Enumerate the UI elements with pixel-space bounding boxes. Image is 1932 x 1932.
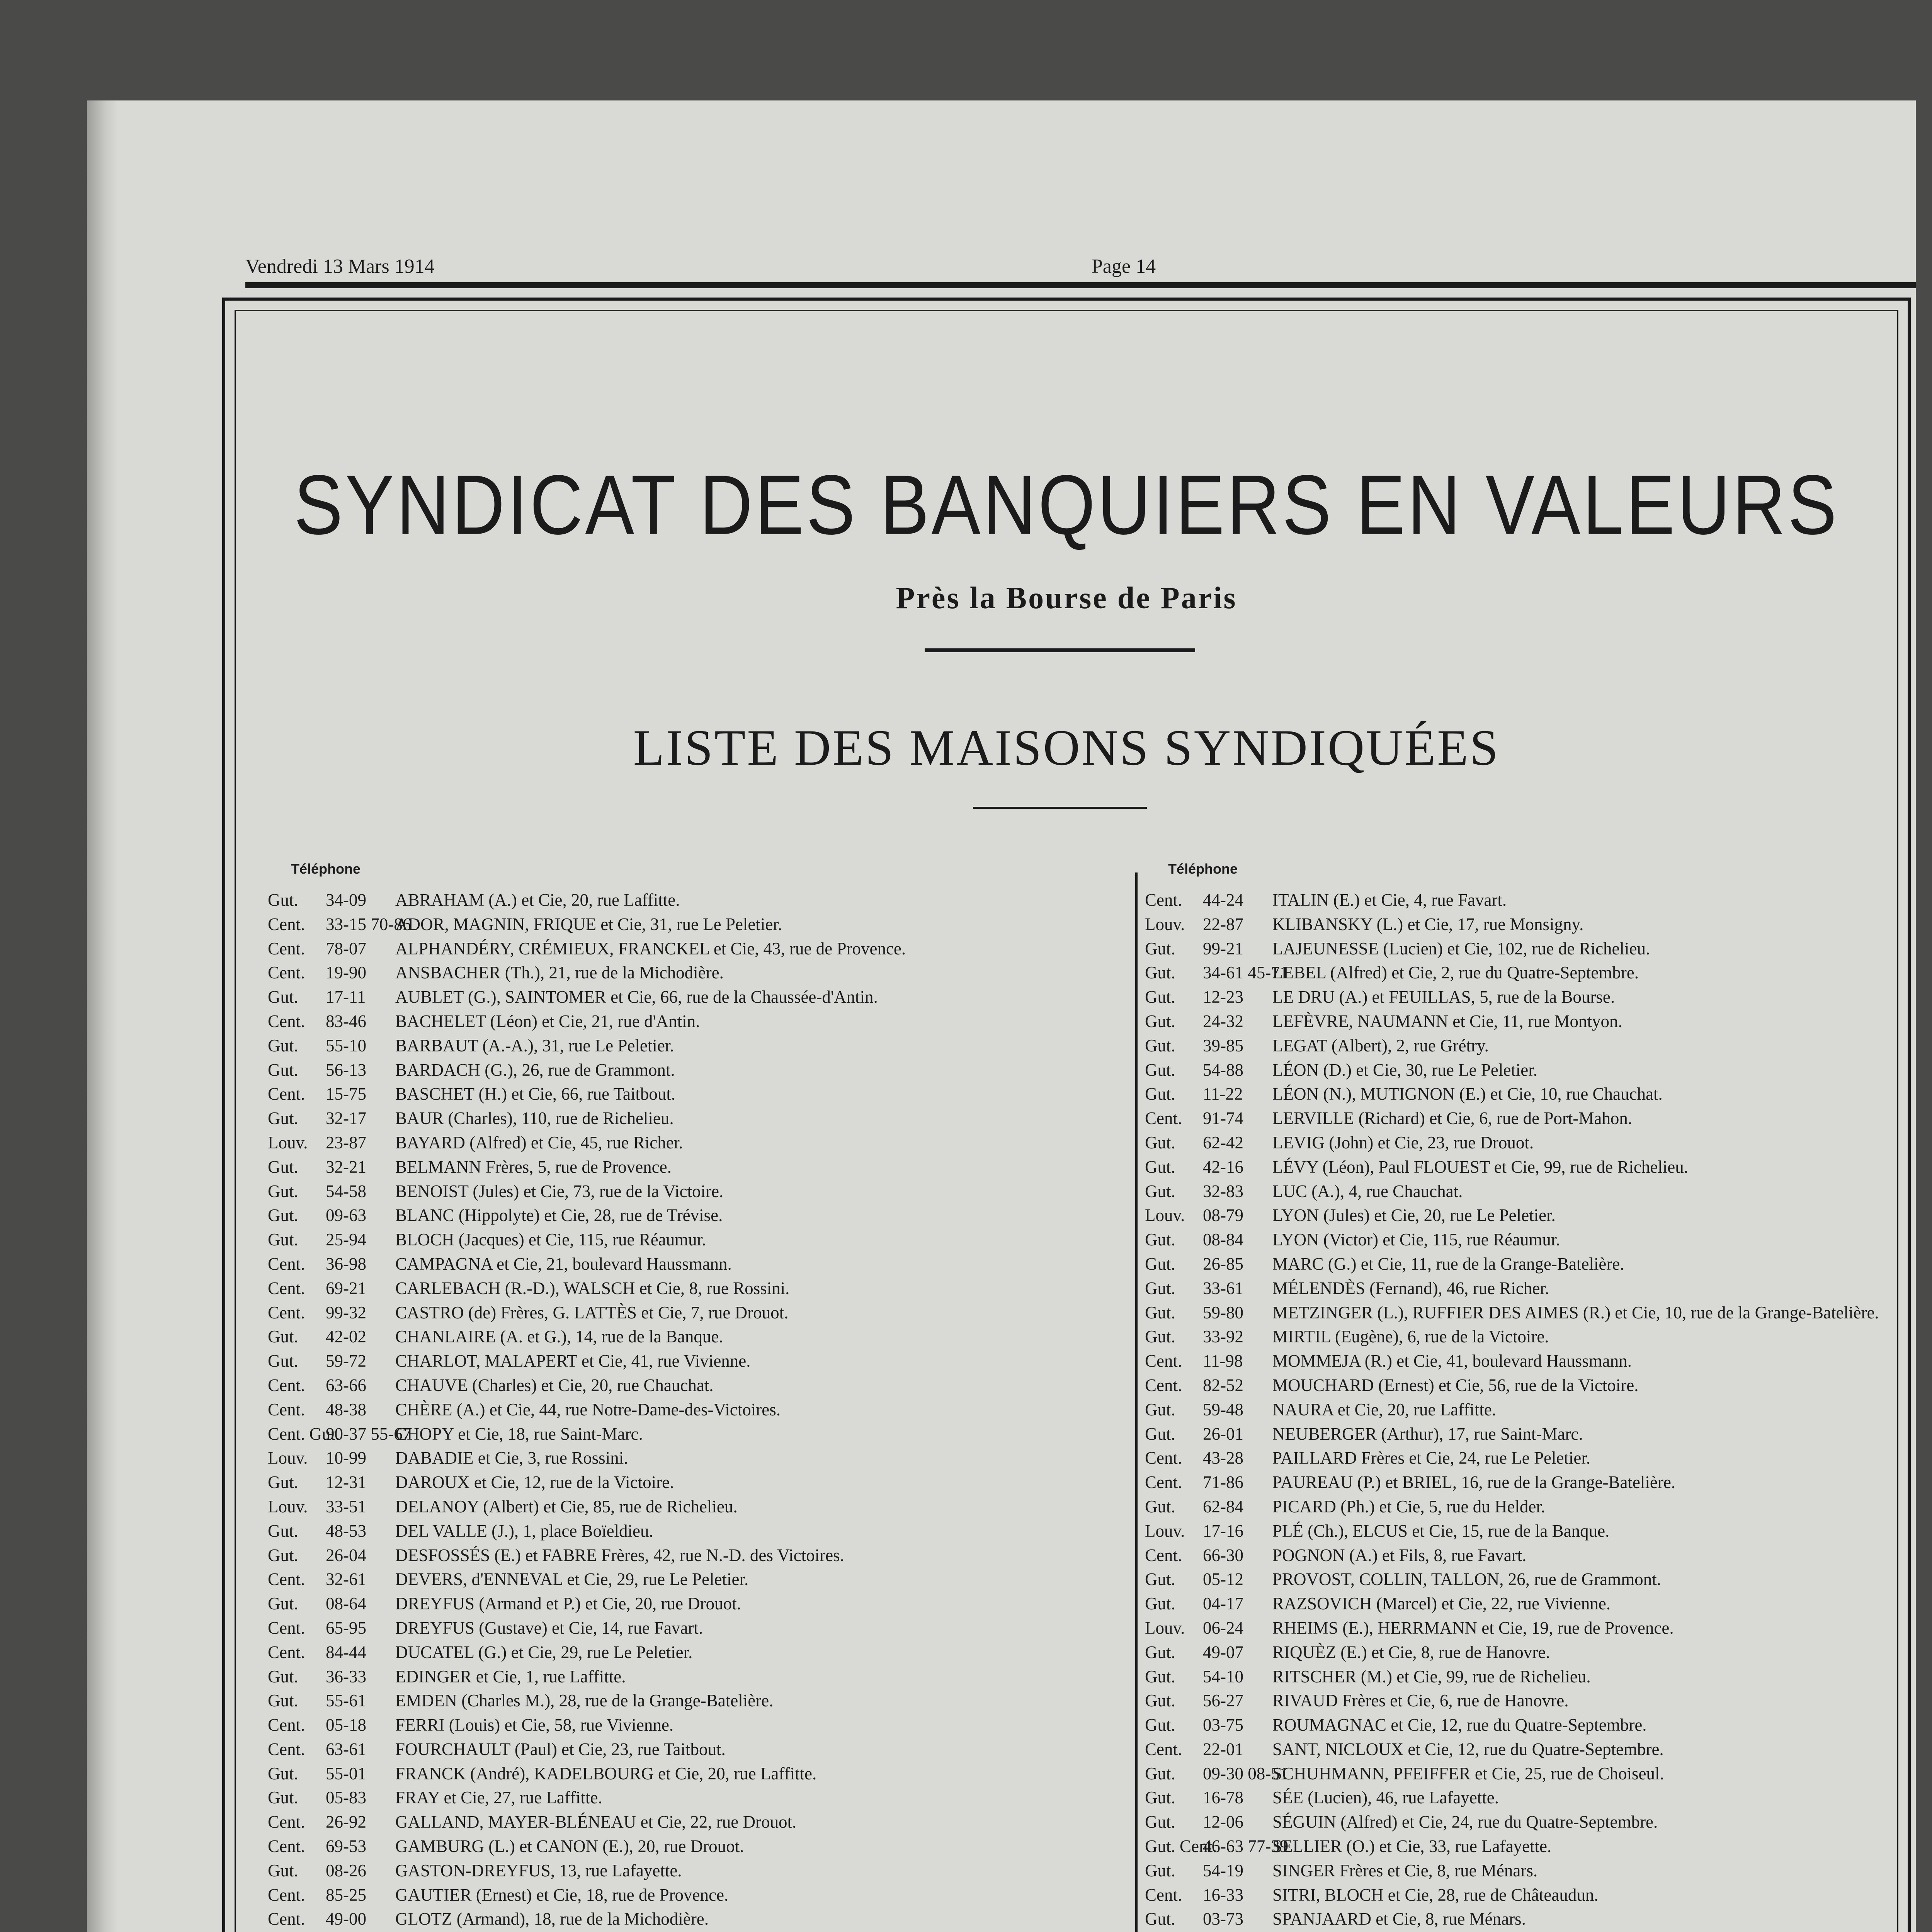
exchange-code: Cent. [1145, 1739, 1182, 1759]
phone-number: 23-87 [326, 1133, 366, 1152]
member-name-address: DEVERS, d'ENNEVAL et Cie, 29, rue Le Peletier. [395, 1570, 749, 1589]
exchange-code: Gut. [1145, 1181, 1175, 1201]
phone-number: 99-21 [1203, 939, 1243, 958]
member-name-address: LAJEUNESSE (Lucien) et Cie, 102, rue de Richelieu. [1272, 939, 1650, 958]
telephone-header-right: Téléphone [1168, 861, 1238, 877]
phone-number: 12-06 [1203, 1812, 1243, 1832]
member-name-address: MÉLENDÈS (Fernand), 46, rue Richer. [1272, 1278, 1549, 1298]
member-list-title: LISTE DES MAISONS SYNDIQUÉES [633, 719, 1500, 776]
phone-number: 03-75 [1203, 1715, 1243, 1735]
phone-number: 48-38 [326, 1400, 366, 1419]
member-name-address: DESFOSSÉS (E.) et FABRE Frères, 42, rue N.-D. des Victoires. [395, 1545, 844, 1565]
member-name-address: BELMANN Frères, 5, rue de Provence. [395, 1157, 672, 1177]
member-name-address: SANT, NICLOUX et Cie, 12, rue du Quatre-Septembre. [1272, 1739, 1664, 1759]
phone-number: 24-32 [1203, 1011, 1243, 1031]
member-name-address: RIQUÈZ (E.) et Cie, 8, rue de Hanovre. [1272, 1642, 1550, 1662]
phone-number: 12-23 [1203, 987, 1243, 1007]
member-name-address: GLOTZ (Armand), 18, rue de la Michodière. [395, 1909, 709, 1929]
phone-number: 04-17 [1203, 1594, 1243, 1614]
member-name-address: GALLAND, MAYER-BLÉNEAU et Cie, 22, rue Drouot. [395, 1812, 797, 1832]
member-name-address: METZINGER (L.), RUFFIER DES AIMES (R.) et Cie, 10, rue de la Grange-Batelière. [1272, 1303, 1879, 1322]
phone-number: 54-58 [326, 1181, 366, 1201]
phone-number: 08-26 [326, 1861, 366, 1880]
member-name-address: ABRAHAM (A.) et Cie, 20, rue Laffitte. [395, 890, 680, 910]
member-name-address: BAYARD (Alfred) et Cie, 45, rue Richer. [395, 1133, 683, 1152]
exchange-code: Gut. [1145, 1667, 1175, 1686]
phone-number: 42-16 [1203, 1157, 1243, 1177]
phone-number: 65-95 [326, 1618, 366, 1638]
exchange-code: Gut. [268, 1861, 298, 1880]
exchange-code: Gut. [268, 890, 298, 910]
member-name-address: ITALIN (E.) et Cie, 4, rue Favart. [1272, 890, 1507, 910]
member-name-address: ROUMAGNAC et Cie, 12, rue du Quatre-Septembre. [1272, 1715, 1647, 1735]
member-name-address: BACHELET (Léon) et Cie, 21, rue d'Antin. [395, 1011, 700, 1031]
exchange-code: Gut. [1145, 1254, 1175, 1274]
exchange-code: Gut. [1145, 1036, 1175, 1055]
member-name-address: DABADIE et Cie, 3, rue Rossini. [395, 1448, 628, 1468]
phone-number: 63-66 [326, 1375, 366, 1395]
exchange-code: Gut. [1145, 1691, 1175, 1711]
phone-number: 26-85 [1203, 1254, 1243, 1274]
member-name-address: AUBLET (G.), SAINTOMER et Cie, 66, rue de la Chaussée-d'Antin. [395, 987, 878, 1007]
exchange-code: Gut. [1145, 939, 1175, 958]
phone-number: 49-07 [1203, 1642, 1243, 1662]
exchange-code: Gut. [1145, 1570, 1175, 1589]
member-name-address: EDINGER et Cie, 1, rue Laffitte. [395, 1667, 626, 1686]
phone-number: 39-85 [1203, 1036, 1243, 1055]
exchange-code: Gut. [268, 1521, 298, 1541]
member-name-address: PAILLARD Frères et Cie, 24, rue Le Peletier. [1272, 1448, 1591, 1468]
exchange-code: Gut. [1145, 1230, 1175, 1250]
exchange-code: Gut. [1145, 1909, 1175, 1929]
exchange-code: Louv. [268, 1133, 308, 1152]
exchange-code: Gut. [268, 1206, 298, 1225]
head-rule [245, 282, 1916, 288]
exchange-code: Gut. [1145, 1788, 1175, 1808]
phone-number: 05-83 [326, 1788, 366, 1808]
member-name-address: BLANC (Hippolyte) et Cie, 28, rue de Trévise. [395, 1206, 723, 1225]
exchange-code: Cent. [268, 963, 305, 983]
member-name-address: LERVILLE (Richard) et Cie, 6, rue de Port-Mahon. [1272, 1109, 1633, 1128]
exchange-code: Cent. [268, 1254, 305, 1274]
exchange-code: Gut. [268, 1109, 298, 1128]
phone-number: 16-78 [1203, 1788, 1243, 1808]
member-name-address: NEUBERGER (Arthur), 17, rue Saint-Marc. [1272, 1424, 1583, 1444]
exchange-code: Gut. [1145, 1594, 1175, 1614]
member-name-address: SÉE (Lucien), 46, rue Lafayette. [1272, 1788, 1499, 1808]
member-name-address: CAMPAGNA et Cie, 21, boulevard Haussmann. [395, 1254, 732, 1274]
member-name-address: LEBEL (Alfred) et Cie, 2, rue du Quatre-Septembre. [1272, 963, 1639, 983]
exchange-code: Gut. [268, 1473, 298, 1492]
phone-number: 49-00 [326, 1909, 366, 1929]
phone-number: 17-16 [1203, 1521, 1243, 1541]
exchange-code: Cent. [1145, 1885, 1182, 1905]
member-name-address: LE DRU (A.) et FEUILLAS, 5, rue de la Bourse. [1272, 987, 1615, 1007]
member-name-address: FERRI (Louis) et Cie, 58, rue Vivienne. [395, 1715, 674, 1735]
phone-number: 08-64 [326, 1594, 366, 1614]
exchange-code: Cent. [268, 1837, 305, 1856]
exchange-code: Cent. [268, 1909, 305, 1929]
phone-number: 32-83 [1203, 1181, 1243, 1201]
member-name-address: CHAUVE (Charles) et Cie, 20, rue Chauchat. [395, 1375, 714, 1395]
exchange-code: Gut. [1145, 1133, 1175, 1152]
exchange-code: Cent. [268, 1278, 305, 1298]
member-name-address: BARDACH (G.), 26, rue de Grammont. [395, 1060, 675, 1080]
exchange-code: Gut. [268, 1327, 298, 1347]
exchange-code: Louv. [1145, 1618, 1185, 1638]
exchange-code: Gut. [268, 1060, 298, 1080]
phone-number: 66-30 [1203, 1545, 1243, 1565]
exchange-code: Gut. [1145, 1642, 1175, 1662]
phone-number: 56-27 [1203, 1691, 1243, 1711]
phone-number: 55-01 [326, 1764, 366, 1783]
phone-number: 83-46 [326, 1011, 366, 1031]
exchange-code: Gut. [1145, 1303, 1175, 1322]
phone-number: 91-74 [1203, 1109, 1243, 1128]
member-name-address: PLÉ (Ch.), ELCUS et Cie, 15, rue de la Banque. [1272, 1521, 1610, 1541]
exchange-code: Cent. [268, 1885, 305, 1905]
phone-number: 36-33 [326, 1667, 366, 1686]
phone-number: 59-80 [1203, 1303, 1243, 1322]
exchange-code: Gut. [1145, 1400, 1175, 1419]
member-name-address: KLIBANSKY (L.) et Cie, 17, rue Monsigny. [1272, 914, 1584, 934]
phone-number: 09-63 [326, 1206, 366, 1225]
phone-number: 26-92 [326, 1812, 366, 1832]
exchange-code: Gut. [268, 1545, 298, 1565]
member-name-address: DUCATEL (G.) et Cie, 29, rue Le Peletier. [395, 1642, 693, 1662]
phone-number: 48-53 [326, 1521, 366, 1541]
member-name-address: DAROUX et Cie, 12, rue de la Victoire. [395, 1473, 674, 1492]
member-name-address: LYON (Victor) et Cie, 115, rue Réaumur. [1272, 1230, 1560, 1250]
phone-number: 85-25 [326, 1885, 366, 1905]
phone-number: 90-37 55-67 [326, 1424, 412, 1444]
phone-number: 78-07 [326, 939, 366, 958]
member-name-address: SELLIER (O.) et Cie, 33, rue Lafayette. [1272, 1837, 1552, 1856]
member-name-address: ADOR, MAGNIN, FRIQUE et Cie, 31, rue Le Peletier. [395, 914, 782, 934]
phone-number: 32-61 [326, 1570, 366, 1589]
exchange-code: Cent. [268, 1812, 305, 1832]
phone-number: 22-87 [1203, 914, 1243, 934]
member-name-address: MOMMEJA (R.) et Cie, 41, boulevard Haussmann. [1272, 1351, 1632, 1371]
member-name-address: GASTON-DREYFUS, 13, rue Lafayette. [395, 1861, 682, 1880]
member-name-address: LYON (Jules) et Cie, 20, rue Le Peletier. [1272, 1206, 1556, 1225]
newspaper-page [87, 100, 1916, 1932]
phone-number: 34-61 45-71 [1203, 963, 1289, 983]
member-name-address: CHOPY et Cie, 18, rue Saint-Marc. [395, 1424, 643, 1444]
exchange-code: Cent. [268, 914, 305, 934]
exchange-code: Louv. [1145, 914, 1185, 934]
phone-number: 56-13 [326, 1060, 366, 1080]
member-name-address: BLOCH (Jacques) et Cie, 115, rue Réaumur. [395, 1230, 706, 1250]
phone-number: 82-52 [1203, 1375, 1243, 1395]
exchange-code: Gut. [1145, 963, 1175, 983]
exchange-code: Cent. [268, 1570, 305, 1589]
member-name-address: LÉVY (Léon), Paul FLOUEST et Cie, 99, rue de Richelieu. [1272, 1157, 1689, 1177]
exchange-code: Gut. [1145, 1060, 1175, 1080]
member-name-address: ALPHANDÉRY, CRÉMIEUX, FRANCKEL et Cie, 43, rue de Provence. [395, 939, 906, 958]
member-name-address: MIRTIL (Eugène), 6, rue de la Victoire. [1272, 1327, 1549, 1347]
member-name-address: FRAY et Cie, 27, rue Laffitte. [395, 1788, 602, 1808]
exchange-code: Cent. [1145, 1375, 1182, 1395]
member-name-address: BARBAUT (A.-A.), 31, rue Le Peletier. [395, 1036, 674, 1055]
phone-number: 84-44 [326, 1642, 366, 1662]
member-name-address: PAUREAU (P.) et BRIEL, 16, rue de la Grange-Batelière. [1272, 1473, 1676, 1492]
phone-number: 22-01 [1203, 1739, 1243, 1759]
exchange-code: Gut. [1145, 1861, 1175, 1880]
member-name-address: DREYFUS (Gustave) et Cie, 14, rue Favart. [395, 1618, 703, 1638]
phone-number: 32-21 [326, 1157, 366, 1177]
exchange-code: Cent. [268, 1739, 305, 1759]
running-head [245, 255, 1830, 278]
member-name-address: LÉON (N.), MUTIGNON (E.) et Cie, 10, rue Chauchat. [1272, 1084, 1663, 1104]
phone-number: 11-98 [1203, 1351, 1243, 1371]
member-name-address: FOURCHAULT (Paul) et Cie, 23, rue Taitbout. [395, 1739, 726, 1759]
phone-number: 99-32 [326, 1303, 366, 1322]
phone-number: 15-75 [326, 1084, 366, 1104]
exchange-code: Gut. [268, 1691, 298, 1711]
member-name-address: SINGER Frères et Cie, 8, rue Ménars. [1272, 1861, 1538, 1880]
member-name-address: DELANOY (Albert) et Cie, 85, rue de Richelieu. [395, 1497, 738, 1516]
exchange-code: Gut. [268, 1764, 298, 1783]
phone-number: 54-10 [1203, 1667, 1243, 1686]
member-name-address: CARLEBACH (R.-D.), WALSCH et Cie, 8, rue Rossini. [395, 1278, 790, 1298]
phone-number: 62-84 [1203, 1497, 1243, 1516]
phone-number: 69-53 [326, 1837, 366, 1856]
phone-number: 33-92 [1203, 1327, 1243, 1347]
member-name-address: SCHUHMANN, PFEIFFER et Cie, 25, rue de Choiseul. [1272, 1764, 1664, 1783]
phone-number: 63-61 [326, 1739, 366, 1759]
member-name-address: PROVOST, COLLIN, TALLON, 26, rue de Grammont. [1272, 1570, 1661, 1589]
member-name-address: LUC (A.), 4, rue Chauchat. [1272, 1181, 1463, 1201]
exchange-code: Gut. [1145, 1424, 1175, 1444]
exchange-code: Gut. [1145, 1278, 1175, 1298]
member-name-address: FRANCK (André), KADELBOURG et Cie, 20, rue Laffitte. [395, 1764, 817, 1783]
phone-number: 62-42 [1203, 1133, 1243, 1152]
exchange-code: Gut. Cent. [1145, 1837, 1217, 1856]
member-name-address: BAUR (Charles), 110, rue de Richelieu. [395, 1109, 674, 1128]
phone-number: 43-28 [1203, 1448, 1243, 1468]
phone-number: 33-61 [1203, 1278, 1243, 1298]
phone-number: 59-48 [1203, 1400, 1243, 1419]
exchange-code: Cent. [268, 1618, 305, 1638]
member-name-address: EMDEN (Charles M.), 28, rue de la Grange-Batelière. [395, 1691, 774, 1711]
exchange-code: Gut. [268, 1157, 298, 1177]
member-name-address: BENOIST (Jules) et Cie, 73, rue de la Victoire. [395, 1181, 724, 1201]
exchange-code: Gut. [268, 1181, 298, 1201]
member-name-address: SÉGUIN (Alfred) et Cie, 24, rue du Quatre-Septembre. [1272, 1812, 1658, 1832]
member-name-address: RIVAUD Frères et Cie, 6, rue de Hanovre. [1272, 1691, 1569, 1711]
page-number: Page 14 [1092, 255, 1156, 277]
exchange-code: Gut. [1145, 1764, 1175, 1783]
member-name-address: POGNON (A.) et Fils, 8, rue Favart. [1272, 1545, 1527, 1565]
exchange-code: Cent. [1145, 1351, 1182, 1371]
notice-frame [222, 298, 1911, 1932]
exchange-code: Cent. [268, 1084, 305, 1104]
member-name-address: MOUCHARD (Ernest) et Cie, 56, rue de la Victoire. [1272, 1375, 1639, 1395]
member-name-address: PICARD (Ph.) et Cie, 5, rue du Helder. [1272, 1497, 1546, 1516]
member-name-address: BASCHET (H.) et Cie, 66, rue Taitbout. [395, 1084, 676, 1104]
phone-number: 16-33 [1203, 1885, 1243, 1905]
phone-number: 54-88 [1203, 1060, 1243, 1080]
exchange-code: Cent. [1145, 890, 1182, 910]
member-name-address: DREYFUS (Armand et P.) et Cie, 20, rue Drouot. [395, 1594, 741, 1614]
member-name-address: LÉON (D.) et Cie, 30, rue Le Peletier. [1272, 1060, 1538, 1080]
phone-number: 06-24 [1203, 1618, 1243, 1638]
phone-number: 34-09 [326, 890, 366, 910]
member-name-address: RAZSOVICH (Marcel) et Cie, 22, rue Vivienne. [1272, 1594, 1611, 1614]
phone-number: 26-04 [326, 1545, 366, 1565]
phone-number: 05-18 [326, 1715, 366, 1735]
member-name-address: CHARLOT, MALAPERT et Cie, 41, rue Vivienne. [395, 1351, 751, 1371]
exchange-code: Louv. [268, 1448, 308, 1468]
exchange-code: Gut. [268, 987, 298, 1007]
phone-number: 33-51 [326, 1497, 366, 1516]
exchange-code: Gut. [1145, 1011, 1175, 1031]
phone-number: 26-01 [1203, 1424, 1243, 1444]
member-name-address: LEVIG (John) et Cie, 23, rue Drouot. [1272, 1133, 1534, 1152]
syndicate-title: SYNDICAT DES BANQUIERS EN VALEURS [294, 458, 1839, 552]
phone-number: 44-24 [1203, 890, 1243, 910]
exchange-code: Gut. [268, 1230, 298, 1250]
exchange-code: Gut. [268, 1351, 298, 1371]
phone-number: 55-10 [326, 1036, 366, 1055]
phone-number: 19-90 [326, 963, 366, 983]
exchange-code: Cent. [1145, 1473, 1182, 1492]
issue-date: Vendredi 13 Mars 1914 [245, 255, 435, 277]
member-name-address: ANSBACHER (Th.), 21, rue de la Michodière. [395, 963, 724, 983]
phone-number: 17-11 [326, 987, 366, 1007]
phone-number: 32-17 [326, 1109, 366, 1128]
telephone-header-left: Téléphone [291, 861, 361, 877]
member-name-address: RITSCHER (M.) et Cie, 99, rue de Richelieu. [1272, 1667, 1591, 1686]
exchange-code: Cent. [1145, 1545, 1182, 1565]
member-name-address: GAUTIER (Ernest) et Cie, 18, rue de Provence. [395, 1885, 729, 1905]
phone-number: 08-79 [1203, 1206, 1243, 1225]
phone-number: 55-61 [326, 1691, 366, 1711]
exchange-code: Cent. [268, 1642, 305, 1662]
exchange-code: Gut. [1145, 1157, 1175, 1177]
exchange-code: Louv. [1145, 1206, 1185, 1225]
member-name-address: NAURA et Cie, 20, rue Laffitte. [1272, 1400, 1497, 1419]
member-name-address: LEFÈVRE, NAUMANN et Cie, 11, rue Montyon. [1272, 1011, 1622, 1031]
phone-number: 03-73 [1203, 1909, 1243, 1929]
member-name-address: SPANJAARD et Cie, 8, rue Ménars. [1272, 1909, 1526, 1929]
phone-number: 71-86 [1203, 1473, 1243, 1492]
title-rule [925, 648, 1195, 652]
member-name-address: SITRI, BLOCH et Cie, 28, rue de Châteaudun. [1272, 1885, 1599, 1905]
member-name-address: MARC (G.) et Cie, 11, rue de la Grange-Batelière. [1272, 1254, 1624, 1274]
member-name-address: CHANLAIRE (A. et G.), 14, rue de la Banque. [395, 1327, 723, 1347]
exchange-code: Cent. [1145, 1109, 1182, 1128]
exchange-code: Gut. [1145, 1084, 1175, 1104]
exchange-code: Cent. [268, 1715, 305, 1735]
syndicate-subtitle: Près la Bourse de Paris [896, 581, 1237, 615]
phone-number: 08-84 [1203, 1230, 1243, 1250]
member-name-address: LEGAT (Albert), 2, rue Grétry. [1272, 1036, 1489, 1055]
phone-number: 36-98 [326, 1254, 366, 1274]
exchange-code: Louv. [268, 1497, 308, 1516]
phone-number: 46-63 77-39 [1203, 1837, 1289, 1856]
exchange-code: Gut. [268, 1036, 298, 1055]
exchange-code: Gut. [268, 1667, 298, 1686]
phone-number: 25-94 [326, 1230, 366, 1250]
exchange-code: Cent. [268, 939, 305, 958]
exchange-code: Cent. [268, 1375, 305, 1395]
phone-number: 33-15 70-86 [326, 914, 412, 934]
list-title-rule [973, 807, 1147, 809]
exchange-code: Gut. [1145, 1715, 1175, 1735]
phone-number: 59-72 [326, 1351, 366, 1371]
phone-number: 42-02 [326, 1327, 366, 1347]
exchange-code: Cent. [268, 1400, 305, 1419]
phone-number: 69-21 [326, 1278, 366, 1298]
member-name-address: GAMBURG (L.) et CANON (E.), 20, rue Drouot. [395, 1837, 744, 1856]
exchange-code: Cent. [268, 1011, 305, 1031]
exchange-code: Gut. [268, 1594, 298, 1614]
phone-number: 05-12 [1203, 1570, 1243, 1589]
column-divider [1135, 872, 1138, 1932]
exchange-code: Gut. [1145, 1497, 1175, 1516]
exchange-code: Cent. [268, 1303, 305, 1322]
member-name-address: CHÈRE (A.) et Cie, 44, rue Notre-Dame-des-Victoires. [395, 1400, 781, 1419]
exchange-code: Louv. [1145, 1521, 1185, 1541]
phone-number: 12-31 [326, 1473, 366, 1492]
phone-number: 54-19 [1203, 1861, 1243, 1880]
exchange-code: Gut. [1145, 1327, 1175, 1347]
exchange-code: Cent. [1145, 1448, 1182, 1468]
phone-number: 11-22 [1203, 1084, 1243, 1104]
phone-number: 10-99 [326, 1448, 366, 1468]
exchange-code: Gut. [268, 1788, 298, 1808]
exchange-code: Cent. Gut. [268, 1424, 340, 1444]
page-binding-edge [87, 100, 118, 1932]
phone-number: 09-30 08-51 [1203, 1764, 1289, 1783]
member-name-address: CASTRO (de) Frères, G. LATTÈS et Cie, 7, rue Drouot. [395, 1303, 789, 1322]
member-name-address: RHEIMS (E.), HERRMANN et Cie, 19, rue de Provence. [1272, 1618, 1674, 1638]
exchange-code: Gut. [1145, 987, 1175, 1007]
exchange-code: Gut. [1145, 1812, 1175, 1832]
member-name-address: DEL VALLE (J.), 1, place Boïeldieu. [395, 1521, 653, 1541]
